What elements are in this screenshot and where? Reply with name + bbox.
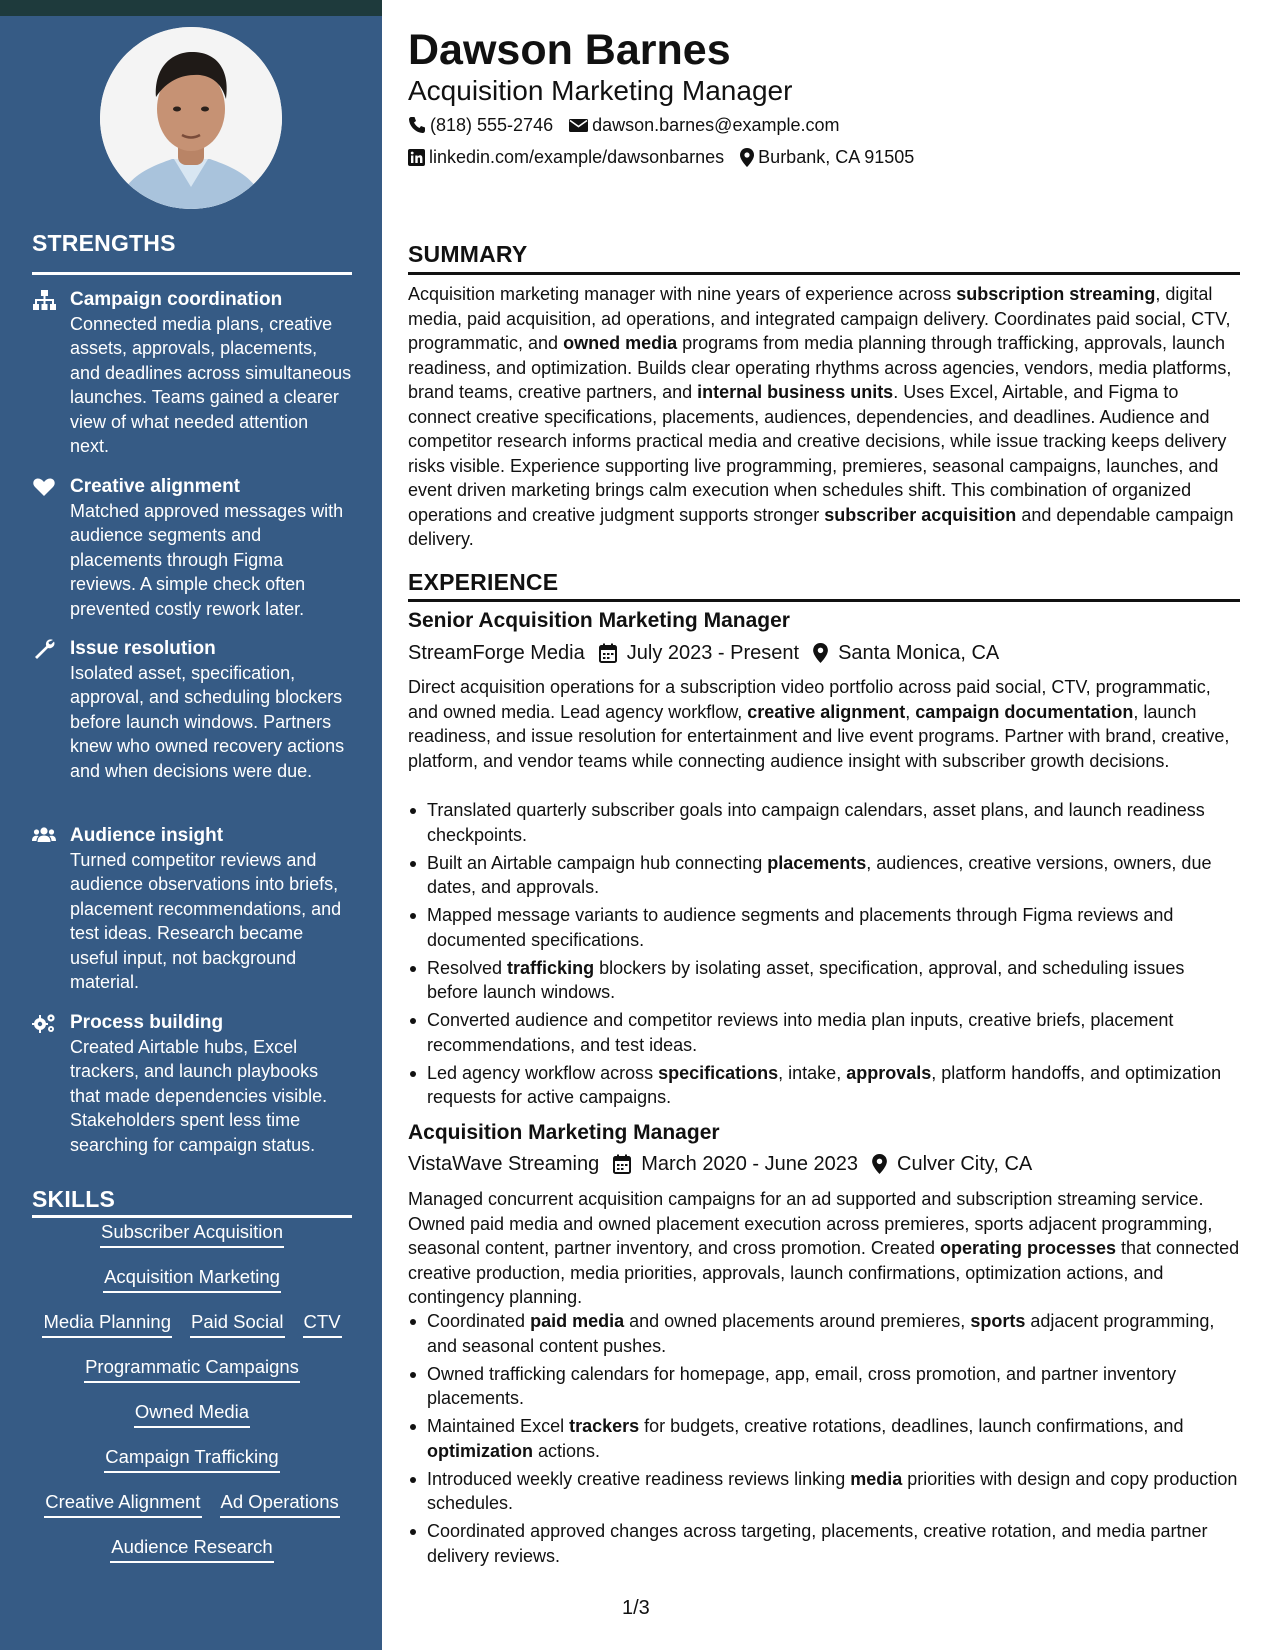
strengths-rule [32,272,352,275]
skill-tag[interactable]: Paid Social [190,1310,285,1338]
sitemap-icon [32,289,56,311]
experience-rule [408,599,1240,602]
bullet-item: Translated quarterly subscriber goals into campaign calendars, asset plans, and launch readiness checkpoints. [408,798,1240,847]
bullet-item: Resolved trafficking blockers by isolating asset, specification, approval, and scheduling issues before launch windows. [408,956,1240,1005]
job-bullets [408,798,1240,1113]
linkedin-contact[interactable] [408,145,724,169]
bullet-item: Led agency workflow across specifications, intake, approvals, platform handoffs, and optimization requests for active campaigns. [408,1061,1240,1110]
profile-photo [100,27,282,209]
calendar-icon [599,643,617,663]
skill-tag[interactable]: CTV [303,1310,342,1338]
candidate-title: Acquisition Marketing Manager [408,75,793,106]
wrench-icon [32,638,56,660]
email-address: dawson.barnes@example.com [592,115,840,135]
map-pin-icon [740,148,754,167]
strength-text: Isolated asset, specification, approval, and scheduling blockers before launch windows. Partners knew who owned recovery actions and when decisions were due. [70,663,345,781]
skill-tag[interactable]: Audience Research [110,1535,273,1563]
bullet-item: Mapped message variants to audience segments and placements through Figma reviews and documented specifications. [408,903,1240,952]
summary-heading: SUMMARY [408,241,528,267]
skill-tag[interactable]: Owned Media [134,1400,250,1428]
strength-title: Creative alignment [70,476,240,497]
strength-title: Issue resolution [70,638,216,659]
phone-contact[interactable] [408,113,553,137]
skills-list [32,1220,352,1580]
sidebar [0,0,382,1650]
phone-icon [408,116,426,134]
strength-text: Turned competitor reviews and audience observations into briefs, placement recommendations, and test ideas. Research became useful input, not background material. [70,850,342,993]
strength-title: Process building [70,1012,224,1033]
job-description: Managed concurrent acquisition campaigns for an ad supported and subscription streaming service. Owned paid media and owned placement execution across premieres, sports adjacent programming, seasonal content, partner inventory, and cross promotion. Created operating processes that connected creative production, media priorities, approvals, launch confirmations, optimization actions, and contingency planning. [408,1189,1240,1307]
skill-tag[interactable]: Programmatic Campaigns [84,1355,300,1383]
job-location: Culver City, CA [897,1153,1033,1175]
skill-tag[interactable]: Media Planning [42,1310,172,1338]
bullet-item: Coordinated approved changes across targeting, placements, creative rotation, and media partner delivery reviews. [408,1519,1240,1568]
job-bullets [408,1309,1240,1572]
envelope-icon [569,118,588,133]
map-pin-icon [813,643,828,663]
summary-text: Acquisition marketing manager with nine years of experience across subscription streaming, digital media, paid acquisition, ad operations, and integrated campaign delivery. Coordinates paid social, CTV, programmatic, and owned media programs from media planning through trafficking, approvals, launch readiness, and optimization. Builds clear operating rhythms across agencies, vendors, media platforms, brand teams, creative partners, and internal business units. Uses Excel, Airtable, and Figma to connect creative specifications, placements, audiences, dependencies, and deadlines. Audience and competitor research informs practical media and creative decisions, while issue tracking keeps delivery risks visible. Experience supporting live programming, premieres, seasonal campaigns, launches, and event driven marketing brings calm execution when schedules shift. This combination of organized operations and creative judgment supports stronger subscriber acquisition and dependable campaign delivery. [408,284,1234,549]
job-role: Acquisition Marketing Manager [408,1121,720,1144]
candidate-name: Dawson Barnes [408,26,731,74]
calendar-icon [613,1154,631,1174]
job-dates: July 2023 - Present [626,642,800,664]
skill-tag[interactable]: Ad Operations [220,1490,340,1518]
contact-row-2 [408,145,930,169]
skill-tag[interactable]: Acquisition Marketing [103,1265,281,1293]
map-pin-icon [872,1154,887,1174]
gears-icon [32,1012,56,1034]
skills-rule [32,1215,352,1218]
heart-icon [32,476,56,498]
summary-rule [408,272,1240,275]
job-company: VistaWave Streaming [408,1153,600,1175]
location-text: Burbank, CA 91505 [758,147,915,167]
linkedin-icon [408,149,425,166]
bullet-item: Converted audience and competitor reviews into media plan inputs, creative briefs, placement recommendations, and test ideas. [408,1008,1240,1057]
users-icon [32,825,56,847]
skill-tag[interactable]: Subscriber Acquisition [100,1220,284,1248]
job-meta [408,640,999,666]
bullet-item: Introduced weekly creative readiness reviews linking media priorities with design and copy production schedules. [408,1467,1240,1516]
strengths-heading: STRENGTHS [32,230,176,256]
sidebar-top-bar [0,0,382,16]
bullet-item: Owned trafficking calendars for homepage, app, email, cross promotion, and partner inventory placements. [408,1362,1240,1411]
contact-row-1 [408,113,856,137]
strength-title: Audience insight [70,825,224,846]
bullet-item: Built an Airtable campaign hub connecting placements, audiences, creative versions, owners, due dates, and approvals. [408,851,1240,900]
skills-heading: SKILLS [32,1186,115,1212]
strength-title: Campaign coordination [70,289,283,310]
job-company: StreamForge Media [408,642,585,664]
email-contact[interactable] [569,113,839,137]
strength-text: Created Airtable hubs, Excel trackers, and launch playbooks that made dependencies visible. Stakeholders spent less time searching for campaign status. [70,1037,328,1155]
page-number: 1/3 [622,1597,650,1619]
job-meta [408,1151,1032,1177]
bullet-item: Maintained Excel trackers for budgets, creative rotations, deadlines, launch confirmations, and optimization actions. [408,1414,1240,1463]
strength-text: Matched approved messages with audience segments and placements through Figma reviews. A simple check often prevented costly rework later. [70,501,344,619]
experience-heading: EXPERIENCE [408,569,559,595]
linkedin-url: linkedin.com/example/dawsonbarnes [429,147,725,167]
location-contact [740,145,914,169]
job-dates: March 2020 - June 2023 [641,1153,859,1175]
bullet-item: Coordinated paid media and owned placements around premieres, sports adjacent programming, and seasonal content pushes. [408,1309,1240,1358]
skill-tag[interactable]: Campaign Trafficking [104,1445,279,1473]
phone-number: (818) 555-2746 [430,115,554,135]
job-location: Santa Monica, CA [838,642,1000,664]
job-description: Direct acquisition operations for a subscription video portfolio across paid social, CTV, programmatic, and owned media. Lead agency workflow, creative alignment, campaign documentation, launch readiness, and issue resolution for entertainment and live event programs. Partner with brand, creative, platform, and vendor teams while connecting audience insight with subscriber growth decisions. [408,677,1230,771]
skill-tag[interactable]: Creative Alignment [44,1490,201,1518]
job-role: Senior Acquisition Marketing Manager [408,609,790,632]
strength-text: Connected media plans, creative assets, approvals, placements, and deadlines across simultaneous launches. Teams gained a clearer view of what needed attention next. [70,314,352,457]
